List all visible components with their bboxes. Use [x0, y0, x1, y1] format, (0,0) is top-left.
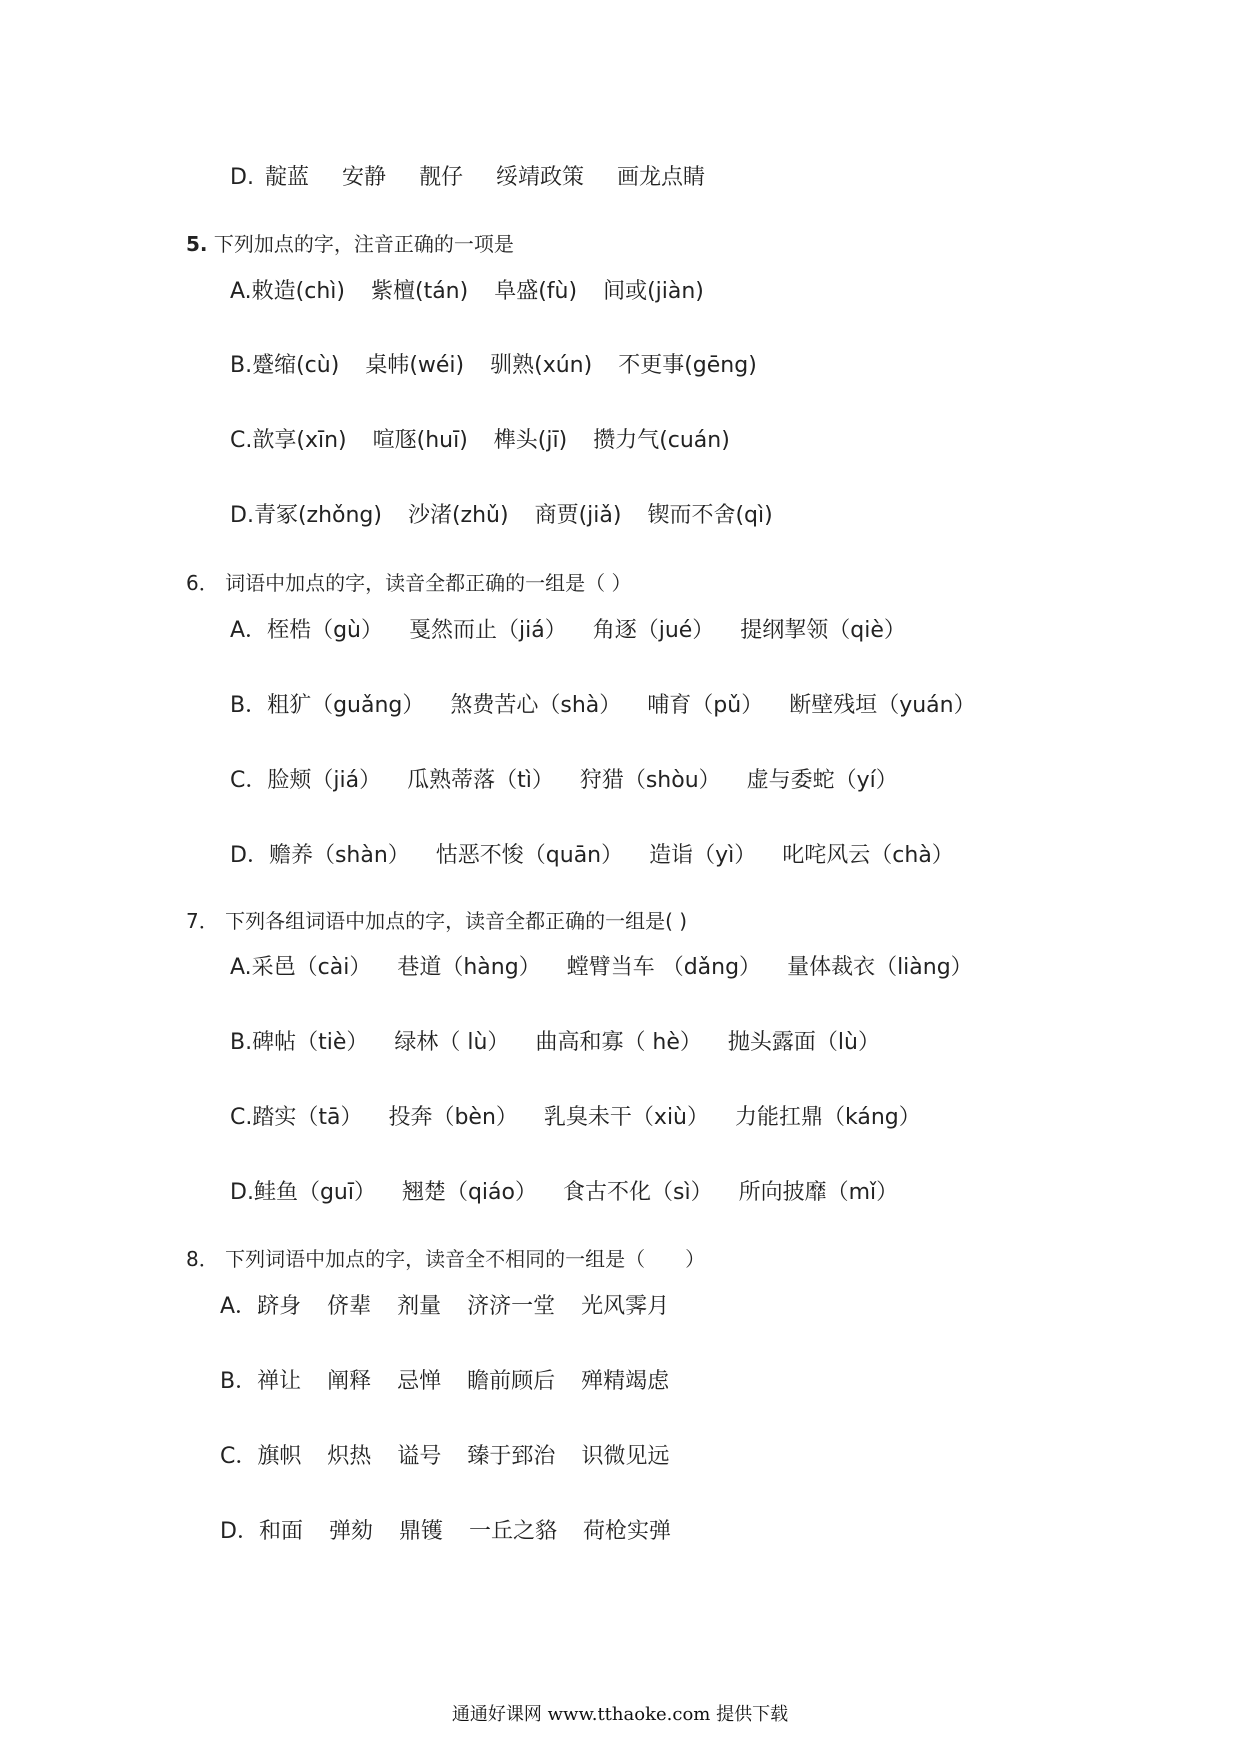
question-stem: 7． 下列各组词语中加点的字，读音全都正确的一组是( ) — [186, 909, 688, 933]
question-stem: 6． 词语中加点的字，读音全都正确的一组是（ ） — [186, 571, 632, 595]
option-line: A.敕造(chì) 紫檀(tán) 阜盛(fù) 间或(jiàn) — [230, 279, 704, 304]
page-footer: 通通好课网 www.tthaoke.com 提供下载 — [451, 1704, 789, 1725]
option-line: D．和面 弹劾 鼎镬 一丘之貉 荷枪实弹 — [220, 1519, 672, 1544]
option-line: C．旗帜 炽热 谥号 臻于郅治 识微见远 — [220, 1444, 670, 1469]
option-line: C.歆享(xīn) 喧豗(huī) 榫头(jī) 攒力气(cuán) — [230, 428, 730, 453]
option-line: D. 靛蓝 安静 靓仔 绥靖政策 画龙点睛 — [230, 165, 706, 190]
option-line: D．赡养（shàn） 怙恶不悛（quān） 造诣（yì） 叱咤风云（chà） — [230, 843, 954, 868]
option-line: A.采邑（cài） 巷道（hàng） 螳臂当车 （dǎng） 量体裁衣（liàng） — [230, 955, 973, 980]
question-stem: 5. 下列加点的字，注音正确的一项是 — [186, 232, 514, 256]
option-line: A．跻身 侪辈 剂量 济济一堂 光风霁月 — [220, 1294, 670, 1319]
option-line: D.鲑鱼（guī） 翘楚（qiáo） 食古不化（sì） 所向披靡（mǐ） — [230, 1180, 899, 1205]
option-line: C.踏实（tā） 投奔（bèn） 乳臭未干（xiù） 力能扛鼎（káng） — [230, 1105, 921, 1130]
option-line: D.青冢(zhǒng) 沙渚(zhǔ) 商贾(jiǎ) 锲而不舍(qì) — [230, 503, 773, 528]
option-line: B．粗犷（guǎng） 煞费苦心（shà） 哺育（pǔ） 断壁残垣（yuán） — [230, 693, 976, 718]
option-line: B.碑帖（tiè） 绿林（ lù） 曲高和寡（ hè） 抛头露面（lù） — [230, 1030, 880, 1055]
question-stem: 8． 下列词语中加点的字，读音全不相同的一组是（ ） — [186, 1247, 706, 1271]
option-line: A．桎梏（gù） 戛然而止（jiá） 角逐（jué） 提纲挈领（qiè） — [230, 618, 906, 643]
option-line: B．禅让 阐释 忌惮 瞻前顾后 殚精竭虑 — [220, 1369, 670, 1394]
option-line: C．脸颊（jiá） 瓜熟蒂落（tì） 狩猎（shòu） 虚与委蛇（yí） — [230, 768, 898, 793]
option-line: B.蹙缩(cù) 桌帏(wéi) 驯熟(xún) 不更事(gēng) — [230, 353, 757, 378]
